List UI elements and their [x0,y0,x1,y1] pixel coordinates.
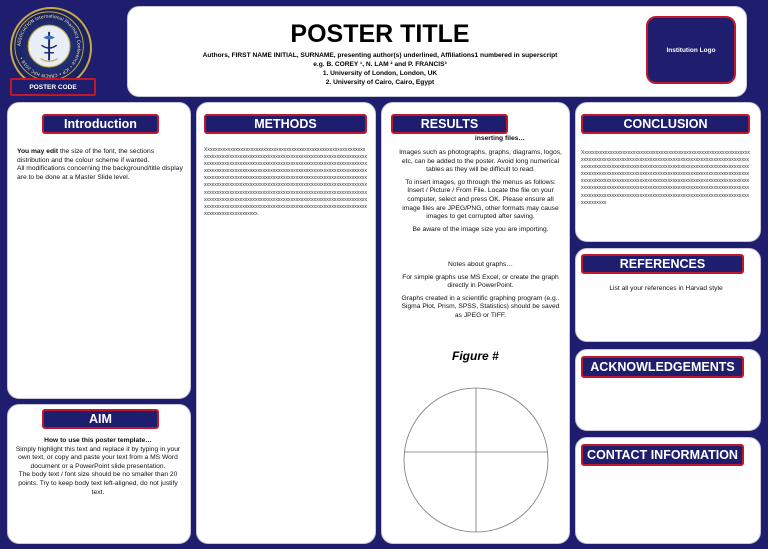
aim-text-2: The body text / font size should be no smaller than 20 points. Try to keep body text left-aligned, do not justify text. [18,471,178,496]
graphs-paragraph-1: For simple graphs use MS Excel, or create the graph directly in PowerPoint. [402,273,559,290]
graphs-paragraph-2: Graphs created in a scientific graphing program (e.g.. Sigma Plot, Prism, SPSS, Statistics) should be saved as JPEG or TIFF. [401,294,560,319]
results-graphs-text [398,261,563,321]
methods-heading: METHODS [204,114,367,134]
figure-placeholder-chart [402,386,550,534]
results-text [398,149,563,234]
results-paragraph-1: Images such as photographs, graphs, diagrams, logos, etc, can be added to the poster. Avoid long numerical tables as they will be difficult to read. [399,149,562,174]
authors-example: e.g. B. COREY ¹, N. LAM ² and P. FRANCIS³ [313,61,447,68]
figure-title: Figure # [452,349,499,363]
introduction-panel [7,102,191,399]
authors-block [130,51,630,87]
institution-logo: Institution Logo [646,16,736,84]
graphs-heading: Notes about graphs… [447,261,514,268]
logo-emblem-icon [12,9,90,87]
affiliation-2: 2. University of Cairo, Cairo, Egypt [325,79,435,86]
introduction-text [17,148,187,182]
conclusion-text: Xxxxxxxxxxxxxxxxxxxxxxxxxxxxxxxxxxxxxxxxxxxxxxxxxxxxxxxxxxxxxxxxxxxxxxxxxxxxxxxxxxxxxxxxxxxxxxxxxxxxxxxxxxxxxxxxxxxxxxxxxxxxxxxxxxxxxxxxxxxxxxxxxxxxxxxxxxxxxxxxxxxxxxxxxxxxxxxxxxxxxxxxxxxxxxxxxxxxxxxxxxxxxxxxxxxxxxxxxxxxxxxxxxxxxxxxxxxxxxxxxxxxxxxxxxxxxxxxxxxxxxxxxxxxxxxxxxxxxxxxxxxxxxxxxxxxxxxxxxxxxxxxxxxxxxxxxxxxxxxxxxxxxxxxxxxxxxxxxxxxxxxxxxxxxxxxxxxxxxxxxxxxxxxxxxxxxxxxxxxxxxxxxxxxxxxxxxxxxxxxxxxxxxxxxxxxxxxxxxxxxxxxxxxxxxxxxxxxxxxxxxxxxxxxxxxxxxxxxxxxxxxxxxxxxxxx [581,150,750,206]
aim-subheading: How to use this poster template… [44,437,152,444]
contact-heading: CONTACT INFORMATION [581,444,744,466]
introduction-bold-lead: You may edit [17,148,59,155]
logo-ring-text: ASSOCIATION International Pharmacy Conference • ICP • CRACM HPC 2018 • [17,14,81,78]
poster-code: POSTER CODE [10,78,96,96]
poster-title: POSTER TITLE [290,20,470,48]
results-heading: RESULTS [391,114,508,134]
results-paragraph-3: Be aware of the image size you are importing. [412,225,549,233]
acknowledgements-heading: ACKNOWLEDGEMENTS [581,356,744,378]
methods-text: Xxxxxxxxxxxxxxxxxxxxxxxxxxxxxxxxxxxxxxxxxxxxxxxxxxxxxxxxxxxxxxxxxxxxxxxxxxxxxxxxxxxxxxxxxxxxxxxxxxxxxxxxxxxxxxxxxxxxxxxxxxxxxxxxxxxxxxxxxxxxxxxxxxxxxxxxxxxxxxxxxxxxxxxxxxxxxxxxxxxxxxxxxxxxxxxxxxxxxxxxxxxxxxxxxxxxxxxxxxxxxxxxxxxxxxxxxxxxxxxxxxxxxxxxxxxxxxxxxxxxxxxxxxxxxxxxxxxxxxxxxxxxxxxxxxxxxxxxxxxxxxxxxxxxxxxxxxxxxxxxxxxxxxxxxxxxxxxxxxxxxxxxxxxxxxxxxxxxxxxxxxxxxxxxxxxxxxxxxxxxxxxxxxxxxxxxxxxxxxxxxxxxxxxxxxxxxxxxxxxxxxxxxxxxxxxxxxxxxxxxxxxxxxxxxxxxxxxxxxxxxxxxxxxxxxxxxxxxxxxxxxxxxxxxxxxxxxxxxxxxxxxxxxxxxxxxxxxxxxxxxxxxxxxxxxxxxxxxxxxxxxxxxxxxxxxxxxxxxxxxxxxxxxxxxxxxxxxxxxxxxxxxxxxxxxxxxxxx. [204,147,367,217]
references-heading: REFERENCES [581,254,744,274]
results-subheading: inserting files… [474,135,526,142]
aim-text [13,437,183,497]
references-text: List all your references in Harvad style [609,285,723,292]
conference-logo [10,7,92,89]
introduction-heading: Introduction [42,114,159,134]
authors-line: Authors, FIRST NAME INITIAL, SURNAME, presenting author(s) underlined, Affiliations1 numbered in superscript [202,52,558,59]
results-paragraph-2: To insert images, go through the menus as follows: Insert / Picture / From File. Locate the file on your computer, select and press OK. Please ensure all image files are JPEG/PNG, other formats may cause images to get corrupted after saving. [402,178,559,221]
introduction-text-2: All modifications concerning the background/title display are to be done at a Master Slide level. [17,165,183,181]
introduction-text-rest: the size of the font, the sections distribution and the colour scheme if wanted. [17,148,155,164]
aim-heading: AIM [42,409,159,429]
aim-text-1: Simply highlight this text and replace it by typing in your own text, or copy and paste your text from a MS Word document or a PowerPoint slide presentation. [15,445,181,470]
affiliation-1: 1. University of London, London, UK [322,70,438,77]
conclusion-heading: CONCLUSION [581,114,750,134]
